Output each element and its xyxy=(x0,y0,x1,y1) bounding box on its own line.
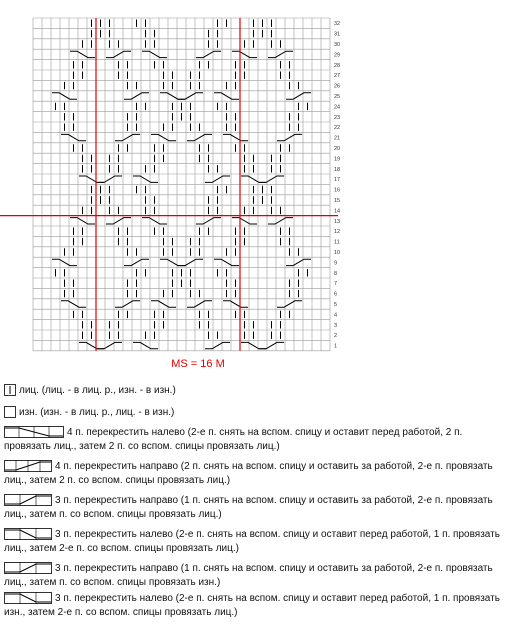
row-number: 3 xyxy=(334,322,338,329)
cable-stitch xyxy=(232,51,257,57)
cable-stitch xyxy=(133,176,158,182)
row-number: 21 xyxy=(334,135,341,142)
knit-symbol-icon xyxy=(4,384,16,396)
row-number: 10 xyxy=(334,250,341,256)
legend-item xyxy=(4,528,509,556)
row-number: 27 xyxy=(334,73,341,80)
row-number: 6 xyxy=(334,291,338,298)
row-number: 17 xyxy=(334,177,341,184)
cable-stitch xyxy=(142,51,167,57)
row-number: 4 xyxy=(334,312,338,319)
cable-stitch xyxy=(286,93,311,99)
legend-item xyxy=(4,562,509,590)
row-number: 28 xyxy=(334,62,341,69)
chart-grid xyxy=(33,18,330,351)
legend-item xyxy=(4,426,509,454)
cable-stitch xyxy=(187,134,212,140)
cable-stitch xyxy=(106,51,131,57)
row-number: 13 xyxy=(334,218,341,225)
cable-stitch xyxy=(214,93,239,99)
row-number: 29 xyxy=(334,52,341,59)
cable-stitch xyxy=(151,301,176,307)
cable-stitch xyxy=(160,259,185,265)
legend-text: 3 п. перекрестить налево (2-е п. снять на вспом. спицу и оставит перед работой, 1 п. провязать лиц., затем 2-е п. со вспом. спицы провязать лиц.) xyxy=(4,529,500,554)
row-number: 9 xyxy=(334,260,338,267)
cable-stitch xyxy=(70,51,95,57)
cable-stitch xyxy=(178,259,203,265)
cable-stitch xyxy=(232,218,257,224)
row-number: 11 xyxy=(334,239,340,246)
cable-stitch xyxy=(277,301,302,307)
row-number: 31 xyxy=(334,31,341,38)
legend-text: 3 п. перекрестить направо (1 п. снять на вспом. спицу и оставить за работой, 2-е п. провязать лиц., затем п. со вспом. спицы провязать лиц.) xyxy=(4,495,493,520)
row-number: 15 xyxy=(334,198,341,204)
row-number: 32 xyxy=(334,21,341,28)
cable-stitch xyxy=(124,93,149,99)
cable4-left-symbol-icon xyxy=(4,426,64,438)
cable-stitch xyxy=(52,259,77,265)
row-number: 14 xyxy=(334,208,341,215)
cable-stitch xyxy=(196,51,221,57)
legend-item xyxy=(4,494,509,522)
cable-stitch xyxy=(205,342,230,348)
cable-stitch xyxy=(79,176,104,182)
row-number: 1 xyxy=(334,343,338,350)
cable-stitch xyxy=(223,301,248,307)
legend-item xyxy=(4,592,509,620)
cable-stitch xyxy=(133,342,158,348)
legend-text: 4 п. перекрестить налево (2-е п. снять на вспом. спицу и оставит перед работой, 2 п. провязать лиц., затем 2 п. со вспом. спицы провязать лиц.) xyxy=(4,427,463,452)
cable-stitch xyxy=(277,134,302,140)
cable-stitch xyxy=(151,134,176,140)
cable-stitch xyxy=(268,218,293,224)
cable3-left-symbol-icon xyxy=(4,528,52,540)
row-number: 23 xyxy=(334,114,341,121)
row-number: 19 xyxy=(334,156,341,163)
cable-stitch xyxy=(178,93,203,99)
cable-stitch xyxy=(70,218,95,224)
cable-stitch xyxy=(214,259,239,265)
cable-stitch xyxy=(97,176,122,182)
cable-stitch xyxy=(160,93,185,99)
row-number: 20 xyxy=(334,146,341,152)
row-number: 18 xyxy=(334,166,341,173)
repeat-label: MS = 16 M xyxy=(171,358,225,370)
cable-stitch xyxy=(115,134,140,140)
cable4-right-symbol-icon xyxy=(4,460,52,472)
legend-item xyxy=(4,384,509,398)
row-number: 8 xyxy=(334,270,338,277)
cable-stitch xyxy=(241,176,266,182)
cable3-right-purl-symbol-icon xyxy=(4,562,52,574)
cable3-right-symbol-icon xyxy=(4,494,52,506)
row-number: 22 xyxy=(334,125,341,132)
cable-stitch xyxy=(223,134,248,140)
cable-stitch xyxy=(115,301,140,307)
legend-text: 4 п. перекрестить направо (2 п. снять на вспом. спицу и оставить за работой, 2-е п. провязать лиц., затем 2 п. со вспом. спицы провязать лиц.) xyxy=(4,461,493,486)
cable-stitch xyxy=(52,93,77,99)
cable-stitch xyxy=(142,218,167,224)
purl-symbol-icon xyxy=(4,406,16,418)
legend-text: 3 п. перекрестить направо (1 п. снять на вспом. спицу и оставить за работой, 2-е п. провязать лиц., затем п. со вспом. спицы провязать изн.) xyxy=(4,563,493,588)
legend-text: лиц. (лиц. - в лиц. р., изн. - в изн.) xyxy=(19,385,176,396)
row-numbers xyxy=(334,21,340,349)
cable-stitch xyxy=(187,301,212,307)
row-number: 16 xyxy=(334,187,341,194)
row-number: 7 xyxy=(334,281,338,288)
cable-stitch xyxy=(124,259,149,265)
cable-stitch xyxy=(196,218,221,224)
row-number: 26 xyxy=(334,83,341,90)
row-number: 5 xyxy=(334,302,338,308)
legend-item xyxy=(4,406,509,420)
cable-stitch xyxy=(97,342,122,348)
cable3-left-purl-symbol-icon xyxy=(4,592,52,604)
cable-stitch xyxy=(241,342,266,348)
cable-stitch xyxy=(79,342,104,348)
cable-stitch xyxy=(61,134,86,140)
cable-stitch xyxy=(286,259,311,265)
row-number: 12 xyxy=(334,229,341,236)
cable-stitch xyxy=(268,51,293,57)
row-number: 25 xyxy=(334,94,341,100)
cable-stitch xyxy=(61,301,86,307)
cable-stitch xyxy=(259,342,284,348)
legend-item xyxy=(4,460,509,488)
legend-text: изн. (изн. - в лиц. р., лиц. - в изн.) xyxy=(19,407,175,418)
row-number: 24 xyxy=(334,104,341,111)
legend-text: 3 п. перекрестить налево (2-е п. снять на вспом. спицу и оставит перед работой, 1 п. провязать изн., затем 2-е п. со вспом. спицы провязать лиц.) xyxy=(4,593,500,618)
cable-stitch xyxy=(205,176,230,182)
row-number: 30 xyxy=(334,42,341,48)
row-number: 2 xyxy=(334,333,338,340)
cable-stitch xyxy=(259,176,284,182)
cable-stitch xyxy=(106,218,131,224)
